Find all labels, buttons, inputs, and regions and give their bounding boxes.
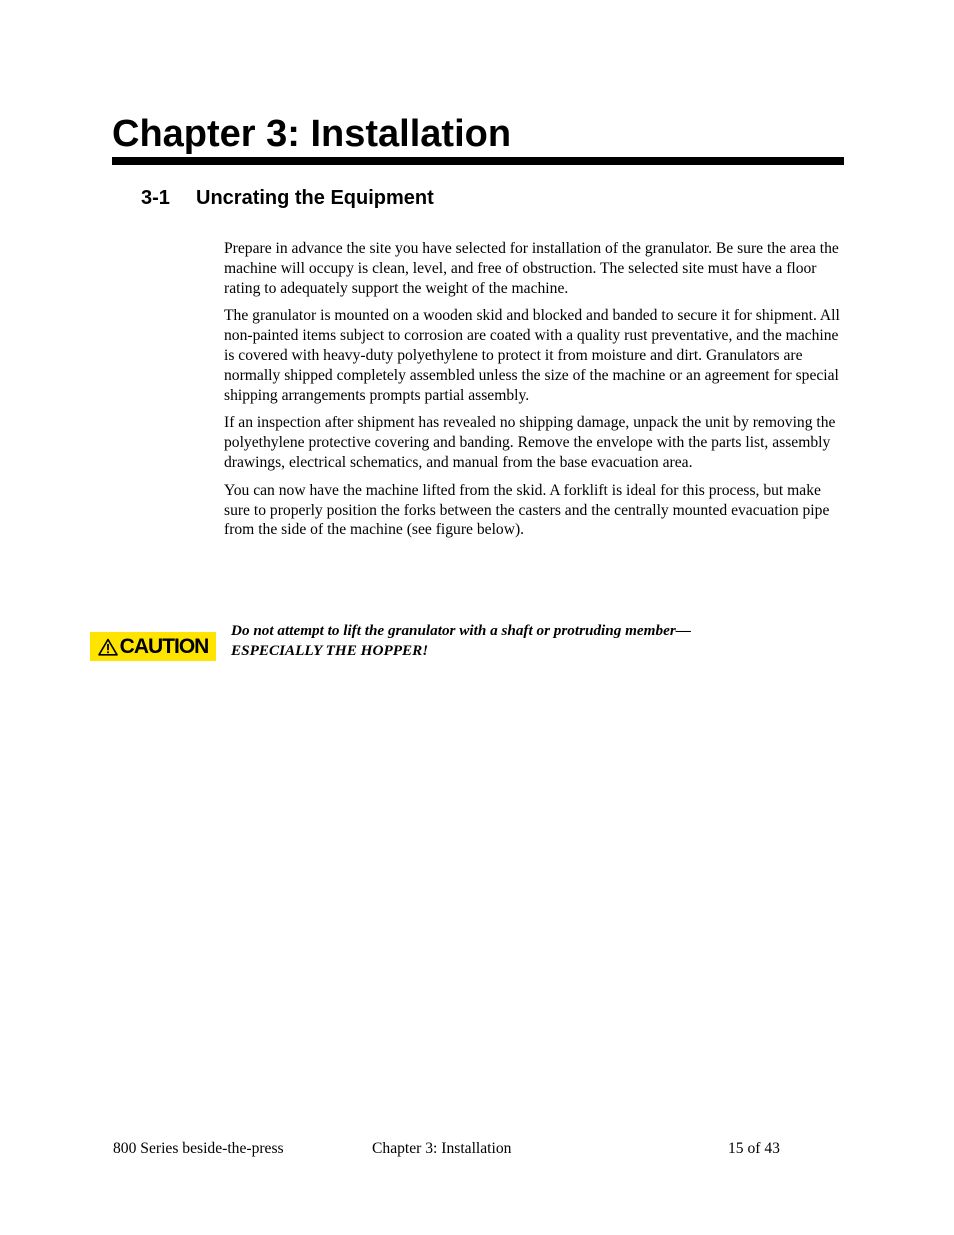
caution-label: CAUTION <box>119 634 209 658</box>
footer-page-number: 15 of 43 <box>728 1140 780 1157</box>
chapter-title: Chapter 3: Installation <box>112 113 512 155</box>
footer-product-name: 800 Series beside-the-press <box>113 1140 284 1157</box>
section-title: Uncrating the Equipment <box>196 187 434 209</box>
paragraph-site-preparation: Prepare in advance the site you have selected for installation of the granulator. Be sure the area the machine will occupy is clean, level, and free of obstruction. The selected site must have a floor rating to adequately support the weight of the machine. <box>224 240 839 297</box>
section-number: 3-1 <box>141 187 170 209</box>
caution-message <box>231 621 831 661</box>
section-body <box>224 239 844 548</box>
warning-triangle-icon <box>98 638 118 656</box>
caution-message-line2: ESPECIALLY THE HOPPER! <box>231 642 429 659</box>
section-heading <box>141 185 434 211</box>
footer-chapter-name: Chapter 3: Installation <box>372 1140 512 1157</box>
paragraph-unpacking: If an inspection after shipment has revealed no shipping damage, unpack the unit by removing the polyethylene protective covering and banding. Remove the envelope with the parts list, assembly drawings, electrical schematics, and manual from the base evacuation area. <box>224 414 836 471</box>
caution-message-line1: Do not attempt to lift the granulator with a shaft or protruding member— <box>231 622 691 639</box>
chapter-title-rule <box>112 157 844 165</box>
caution-badge <box>90 632 216 661</box>
paragraph-lifting: You can now have the machine lifted from the skid. A forklift is ideal for this process, but make sure to properly position the forks between the casters and the centrally mounted evacuation pipe from the side of the machine (see figure below). <box>224 481 830 539</box>
paragraph-shipping-packaging: The granulator is mounted on a wooden skid and blocked and banded to secure it for shipment. All non-painted items subject to corrosion are coated with a quality rust preventative, and the machine is covered with heavy-duty polyethylene to protect it from moisture and dirt. Granulators are normally shipped completely assembled unless the size of the machine or an agreement for special shipping arrangements prompts partial assembly. <box>224 307 840 404</box>
